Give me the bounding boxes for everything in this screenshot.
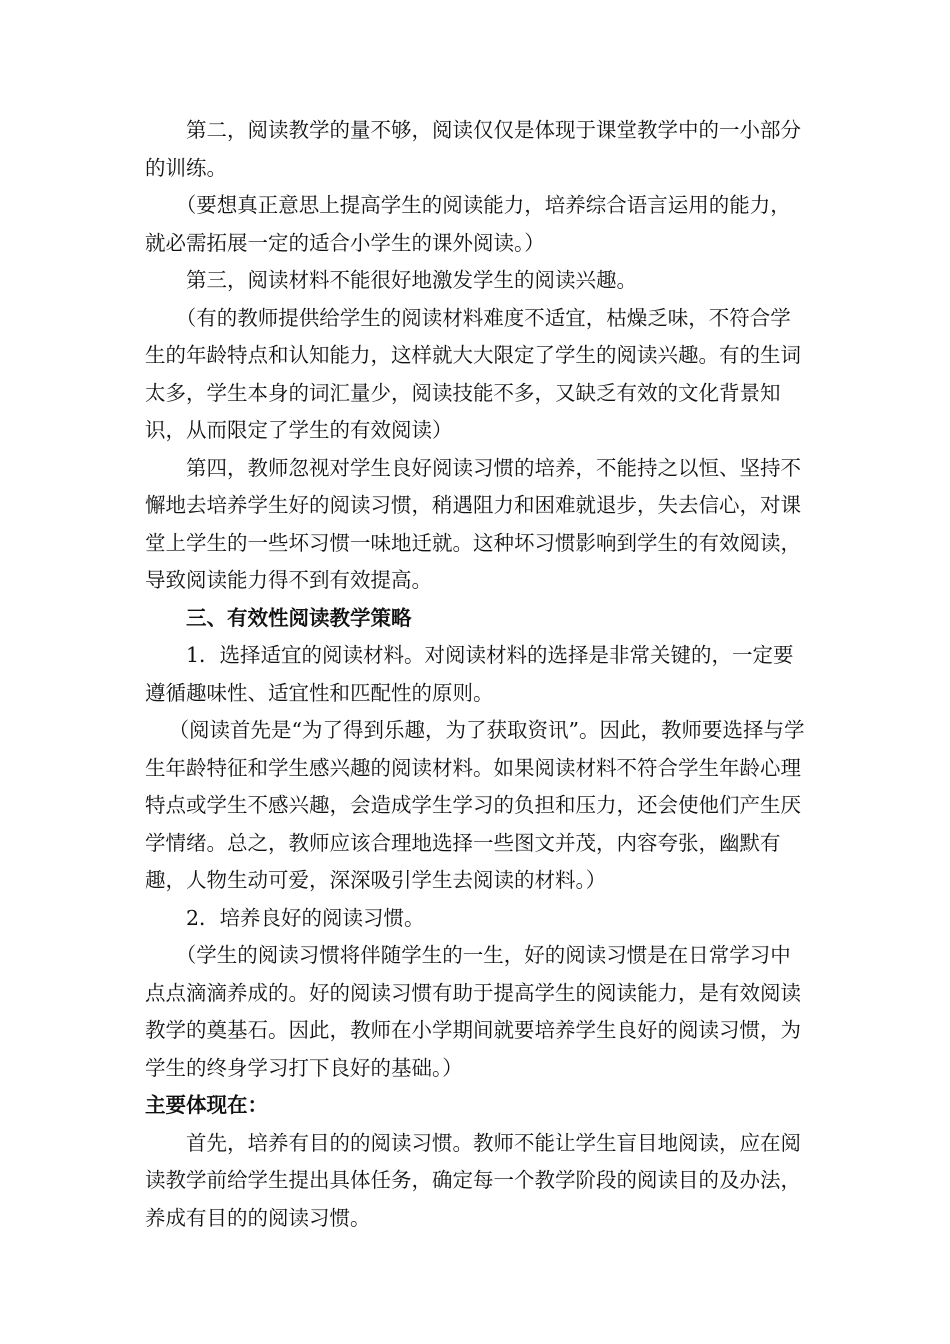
paragraph-fourth-point: 第四，教师忽视对学生良好阅读习惯的培养，不能持之以恒、坚持不懈地去培养学生好的阅读习惯，稍遇阻力和困难就退步，失去信心，对课堂上学生的一些坏习惯一味地迁就。这种坏习惯影响到学生的有效阅读，导致阅读能力得不到有效提高。 [145,455,801,592]
paragraph-first-habit: 首先，培养有目的的阅读习惯。教师不能让学生盲目地阅读，应在阅读教学前给学生提出具体任务，确定每一个教学阶段的阅读目的及办法，养成有目的的阅读习惯。 [145,1130,801,1230]
document-body [145,112,810,1237]
paragraph-second-point: 第二，阅读教学的量不够，阅读仅仅是体现于课堂教学中的一小部分的训练。 [145,118,801,180]
paragraph-strategy-1: 1．选择适宜的阅读材料。对阅读材料的选择是非常关键的，一定要遵循趣味性、适宜性和匹配性的原则。 [145,643,794,705]
section-heading: 三、有效性阅读教学策略 [186,605,412,630]
paragraph-strategy-2: 2．培养良好的阅读习惯。 [186,905,425,930]
paragraph-second-note: （要想真正意思上提高学生的阅读能力，培养综合语言运用的能力，就必需拓展一定的适合小学生的课外阅读。） [145,193,791,255]
paragraph-third-note: （有的教师提供给学生的阅读材料难度不适宜，枯燥乏味，不符合学生的年龄特点和认知能力，这样就大大限定了学生的阅读兴趣。有的生词太多，学生本身的词汇量少，阅读技能不多，又缺乏有效的文化背景知识，从而限定了学生的有效阅读） [145,305,801,442]
paragraph-strategy-2-note: （学生的阅读习惯将伴随学生的一生，好的阅读习惯是在日常学习中点点滴滴养成的。好的阅读习惯有助于提高学生的阅读能力，是有效阅读教学的奠基石。因此，教师在小学期间就要培养学生良好的阅读习惯，为学生的终身学习打下良好的基础。） [145,943,801,1080]
paragraph-strategy-1-note: （阅读首先是“为了得到乐趣，为了获取资讯”。因此，教师要选择与学生年龄特征和学生感兴趣的阅读材料。如果阅读材料不符合学生年龄心理特点或学生不感兴趣，会造成学生学习的负担和压力，还会使他们产生厌学情绪。总之，教师应该合理地选择一些图文并茂，内容夸张，幽默有趣，人物生动可爱，深深吸引学生去阅读的材料。） [145,718,805,892]
paragraph-third-point: 第三，阅读材料不能很好地激发学生的阅读兴趣。 [186,268,637,292]
label-main-aspects: 主要体现在： [145,1093,268,1117]
